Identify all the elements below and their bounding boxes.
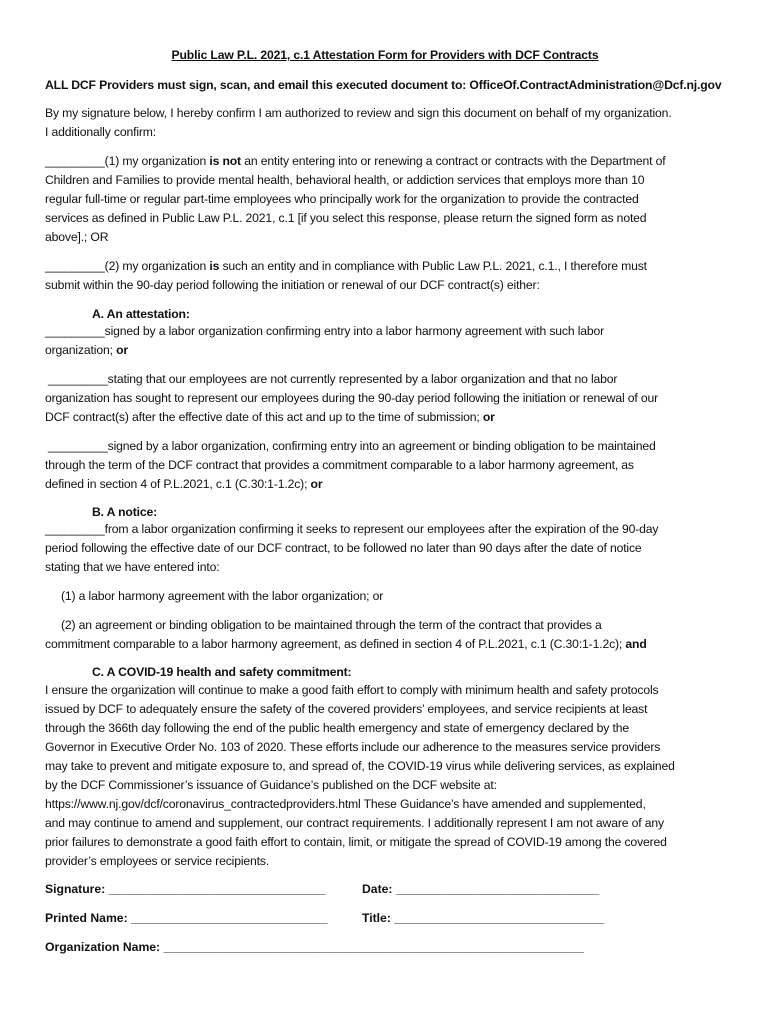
intro-line-2: I additionally confirm:	[45, 125, 157, 139]
section-a-item-1-text-cont: organization;	[45, 343, 117, 357]
submission-instruction: ALL DCF Providers must sign, scan, and email this executed document to: OfficeOf.ContractAdministration@Dcf.nj.gov	[45, 78, 722, 92]
option-2-line-1	[45, 257, 647, 276]
section-a-item-3-text: signed by a labor organization, confirming entry into an agreement or binding obligation to be maintained	[107, 439, 656, 453]
option-2-emphasis: is	[209, 259, 220, 273]
signature-label: Signature:	[45, 882, 109, 896]
section-a-item-1-line-2	[45, 341, 128, 360]
section-a-item-1-line-1	[45, 322, 604, 341]
section-a-item-3-line-3	[45, 475, 322, 494]
organization-name-line[interactable]: ______________________________________________________________	[163, 940, 584, 954]
title-label: Title:	[362, 911, 395, 925]
form-title: Public Law P.L. 2021, c.1 Attestation Form for Providers with DCF Contracts	[171, 48, 599, 62]
section-b-sub-item-1: (1) a labor harmony agreement with the labor organization; or	[61, 589, 384, 603]
section-a-item-2-text: stating that our employees are not currently represented by a labor organization and that no labor	[107, 372, 618, 386]
section-a-item-2-blank[interactable]: _________	[48, 372, 108, 386]
option-2-text: (2) my organization	[104, 259, 210, 273]
printed-name-label: Printed Name:	[45, 911, 132, 925]
organization-name-label: Organization Name:	[45, 940, 164, 954]
section-b-sub-item-2-line-1: (2) an agreement or binding obligation to be maintained through the term of the contract that provides a	[61, 618, 602, 632]
section-a-item-1-blank[interactable]: _________	[45, 324, 105, 338]
section-a-item-3-text-cont: defined in section 4 of P.L.2021, c.1 (C.30:1-1.2c);	[45, 477, 311, 491]
section-a-item-2-line-1	[48, 370, 617, 389]
section-b-text: from a labor organization confirming it seeks to represent our employees after the expiration of the 90-day	[104, 522, 659, 536]
section-b-sub-item-2-line-2	[45, 635, 647, 654]
option-2-blank[interactable]: _________	[45, 259, 105, 273]
section-c-line: I ensure the organization will continue to make a good faith effort to comply with minimum health and safety protocols	[45, 683, 659, 697]
option-1-line-3: regular full-time or regular part-time employees who principally work for the organization to provide the contracted	[45, 192, 639, 206]
section-a-item-2-conjunction: or	[482, 410, 495, 424]
section-a-item-2-line-2: organization has sought to represent our employees during the 90-day period following the initiation or renewal of our	[45, 391, 659, 405]
section-c-line: prior failures to demonstrate a good faith effort to contain, limit, or mitigate the spread of COVID-19 among the covered	[45, 835, 667, 849]
organization-name-field	[45, 940, 584, 954]
section-c-heading: C. A COVID-19 health and safety commitment:	[92, 665, 352, 679]
section-b-sub-item-2-text: commitment comparable to a labor harmony agreement, as defined in section 4 of P.L.2021, c.1 (C.30:1-1.2c);	[45, 637, 626, 651]
option-1-blank[interactable]: _________	[45, 154, 105, 168]
section-a-heading: A. An attestation:	[92, 307, 190, 321]
section-a-item-1-text: signed by a labor organization confirming entry into a labor harmony agreement with such labor	[104, 324, 605, 338]
section-a-item-3-line-2: through the term of the DCF contract that provides a commitment comparable to a labor harmony agreement, as	[45, 458, 634, 472]
section-c-line: may take to prevent and mitigate exposure to, and spread of, the COVID-19 virus while delivering services, as explained	[45, 759, 675, 773]
option-1-line-1	[45, 152, 665, 171]
section-a-item-2-line-3	[45, 408, 495, 427]
date-label: Date:	[362, 882, 396, 896]
option-1-line-5: above].; OR	[45, 230, 109, 244]
section-c-line: issued by DCF to adequately ensure the safety of the covered providers’ employees, and service recipients at least	[45, 702, 648, 716]
option-1-emphasis: is not	[209, 154, 241, 168]
date-field	[362, 882, 599, 896]
section-b-heading: B. A notice:	[92, 505, 158, 519]
date-line[interactable]: ______________________________	[395, 882, 600, 896]
covid-guidance-url-line: https://www.nj.gov/dcf/coronavirus_contractedproviders.html These Guidance’s have amended and supplemented,	[45, 797, 646, 811]
section-c-line: provider’s employees or service recipients.	[45, 854, 270, 868]
signature-line[interactable]: ________________________________	[108, 882, 326, 896]
printed-name-field	[45, 911, 328, 925]
section-a-item-3-blank[interactable]: _________	[48, 439, 108, 453]
option-1-text-cont: an entity entering into or renewing a contract or contracts with the Department of	[240, 154, 666, 168]
section-a-item-1-conjunction: or	[116, 343, 128, 357]
section-b-line-2: period following the effective date of our DCF contract, to be followed no later than 90 days after the date of notice	[45, 541, 642, 555]
signature-field	[45, 882, 326, 896]
section-a-item-3-line-1	[48, 437, 656, 456]
title-line[interactable]: _______________________________	[394, 911, 605, 925]
section-b-blank[interactable]: _________	[45, 522, 105, 536]
section-b-line-1	[45, 520, 658, 539]
option-1-text: (1) my organization	[104, 154, 210, 168]
option-1-line-4: services as defined in Public Law P.L. 2021, c.1 [if you select this response, please return the signed form as noted	[45, 211, 647, 225]
section-a-item-2-text-cont: DCF contract(s) after the effective date of this act and up to the time of submission;	[45, 410, 483, 424]
printed-name-line[interactable]: _____________________________	[131, 911, 328, 925]
option-2-text-cont: such an entity and in compliance with Public Law P.L. 2021, c.1., I therefore must	[219, 259, 647, 273]
title-field	[362, 911, 604, 925]
section-c-line: Governor in Executive Order No. 103 of 2020. These efforts include our adherence to the measures service providers	[45, 740, 661, 754]
section-c-line: through the 366th day following the end of the public health emergency and state of emergency declared by the	[45, 721, 629, 735]
section-b-sub-item-2-conjunction: and	[625, 637, 647, 651]
section-a-item-3-conjunction: or	[310, 477, 323, 491]
option-1-line-2: Children and Families to provide mental health, behavioral health, or addiction services that employs more than 10	[45, 173, 645, 187]
section-c-line: and may continue to amend and supplement, our contract requirements. I additionally represent I am not aware of any	[45, 816, 664, 830]
option-2-line-2: submit within the 90-day period following the initiation or renewal of our DCF contract(s) either:	[45, 278, 540, 292]
section-b-line-3: stating that we have entered into:	[45, 560, 220, 574]
intro-line-1: By my signature below, I hereby confirm I am authorized to review and sign this document on behalf of my organization.	[45, 106, 672, 120]
section-c-line: by the DCF Commissioner’s issuance of Guidance’s published on the DCF website at:	[45, 778, 497, 792]
